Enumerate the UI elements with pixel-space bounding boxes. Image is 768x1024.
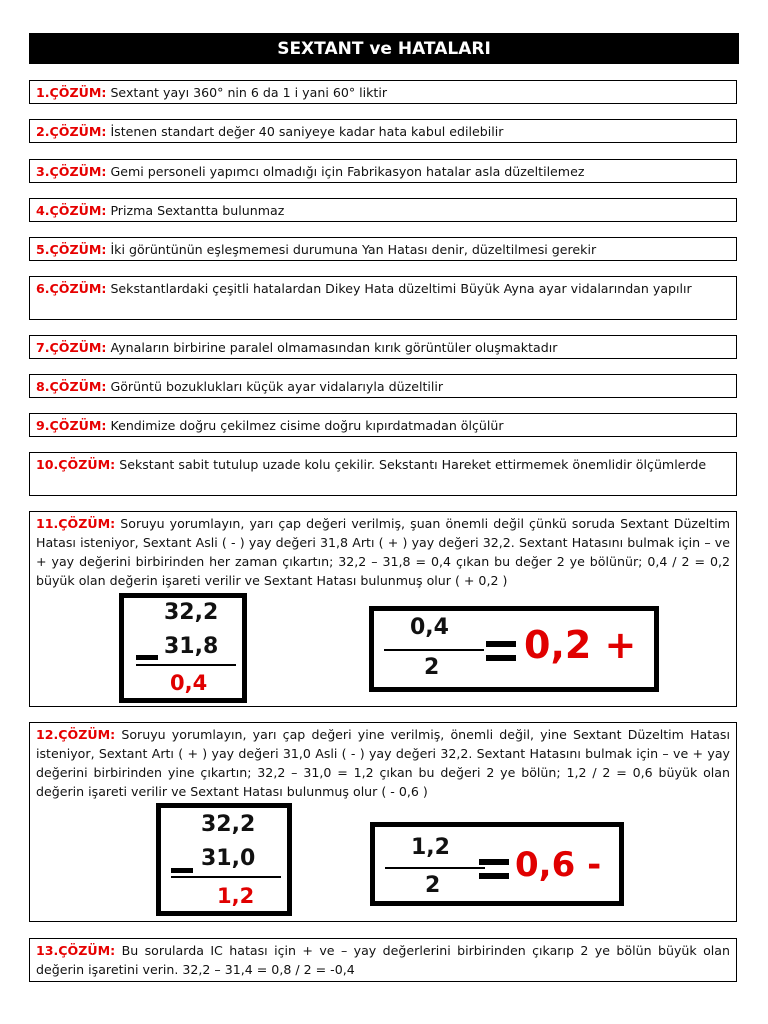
solution-label: 11.ÇÖZÜM: [36,516,116,531]
fraction-line [384,649,484,651]
solution-text: Prizma Sextantta bulunmaz [110,203,285,218]
solution-text: Gemi personeli yapımcı olmadığı için Fabrikasyon hatalar asla düzeltilemez [110,164,585,179]
minuend: 32,2 [201,812,256,837]
solution-label: 2.ÇÖZÜM: [36,124,107,139]
quotient: 0,6 - [515,845,602,885]
subtraction-figure [119,593,247,703]
solution-label: 13.ÇÖZÜM: [36,943,116,958]
solution-label: 7.ÇÖZÜM: [36,340,107,355]
fraction-line [385,867,485,869]
solution-box-6 [29,276,737,320]
result-line [171,876,281,878]
solution-label: 3.ÇÖZÜM: [36,164,107,179]
solution-label: 1.ÇÖZÜM: [36,85,107,100]
solution-text: Görüntü bozuklukları küçük ayar vidalarıyla düzeltilir [110,379,444,394]
solution-box-9 [29,413,737,437]
solution-text: Bu sorularda IC hatası için + ve – yay değerlerini birbirinden çıkarıp 2 ye bölün büyük olan değerin işaretini verin. 32,2 – 31,4 = 0,8 / 2 = -0,4 [36,943,730,977]
subtrahend: 31,0 [201,846,256,871]
solution-box-3 [29,159,737,183]
minus-sign-icon [136,655,158,660]
numerator: 0,4 [410,615,449,640]
minuend: 32,2 [164,600,219,625]
solution-box-7 [29,335,737,359]
division-figure [370,822,624,906]
solution-box-4 [29,198,737,222]
difference: 0,4 [170,671,208,695]
solution-text: Soruyu yorumlayın, yarı çap değeri yine verilmiş, önemli değil, yine Sextant Düzeltim Hatası isteniyor, Sextant Artı ( + ) yay değeri 31,0 Asli ( - ) yay değeri 32,2. Sextant Hatasını bulmak için – ve + yay değerini birbirinden yine çıkartın; 32,2 – 31,0 = 1,2 çıkan bu değeri 2 ye bölün; 1,2 / 2 = 0,6 büyük olan değerin işareti verilir ve Sextant Hatası bulunmuş olur ( - 0,6 ) [36,727,730,799]
equals-sign-icon [486,655,516,661]
solution-box-5 [29,237,737,261]
subtrahend: 31,8 [164,634,219,659]
solution-box-8 [29,374,737,398]
solution-text: Sextant yayı 360° nin 6 da 1 i yani 60° liktir [110,85,388,100]
numerator: 1,2 [411,835,450,860]
solution-text: Sekstantlardaki çeşitli hatalardan Dikey Hata düzeltimi Büyük Ayna ayar vidalarından yapılır [110,281,692,296]
solution-label: 9.ÇÖZÜM: [36,418,107,433]
solution-label: 5.ÇÖZÜM: [36,242,107,257]
solution-label: 12.ÇÖZÜM: [36,727,116,742]
quotient: 0,2 + [524,623,637,667]
solution-text: İki görüntünün eşleşmemesi durumuna Yan Hatası denir, düzeltilmesi gerekir [110,242,597,257]
equals-sign-icon [479,873,509,879]
solution-box-13 [29,938,737,982]
solution-box-1 [29,80,737,104]
solution-label: 10.ÇÖZÜM: [36,457,116,472]
solution-text: Soruyu yorumlayın, yarı çap değeri verilmiş, şuan önemli değil çünkü soruda Sextant Düzeltim Hatası isteniyor, Sextant Asli ( - ) yay değeri 31,8 Artı ( + ) yay değeri 32,2. Sextant Hatasını bulmak için – ve + yay değerini birbirinden her zaman çıkartın; 32,2 – 31,8 = 0,4 çıkan bu değer 2 ye bölünür; 0,4 / 2 = 0,2 büyük olan değerin işareti verilir ve Sextant Hatası bulunmuş olur ( + 0,2 ) [36,516,730,588]
equals-sign-icon [479,859,509,865]
division-figure [369,606,659,692]
solution-label: 6.ÇÖZÜM: [36,281,107,296]
solution-box-2 [29,119,737,143]
solution-text: Sekstant sabit tutulup uzade kolu çekilir. Sekstantı Hareket ettirmemek önemlidir ölçümlerde [119,457,707,472]
result-line [136,664,236,666]
solution-label: 8.ÇÖZÜM: [36,379,107,394]
minus-sign-icon [171,868,193,873]
solution-text: Aynaların birbirine paralel olmamasından kırık görüntüler oluşmaktadır [110,340,558,355]
denominator: 2 [424,655,440,680]
page-title: SEXTANT ve HATALARI [29,33,739,64]
solution-box-10 [29,452,737,496]
solution-text: İstenen standart değer 40 saniyeye kadar hata kabul edilebilir [110,124,504,139]
difference: 1,2 [217,884,255,908]
subtraction-figure [156,803,292,916]
equals-sign-icon [486,641,516,647]
solution-label: 4.ÇÖZÜM: [36,203,107,218]
denominator: 2 [425,873,441,898]
solution-text: Kendimize doğru çekilmez cisime doğru kıpırdatmadan ölçülür [110,418,504,433]
